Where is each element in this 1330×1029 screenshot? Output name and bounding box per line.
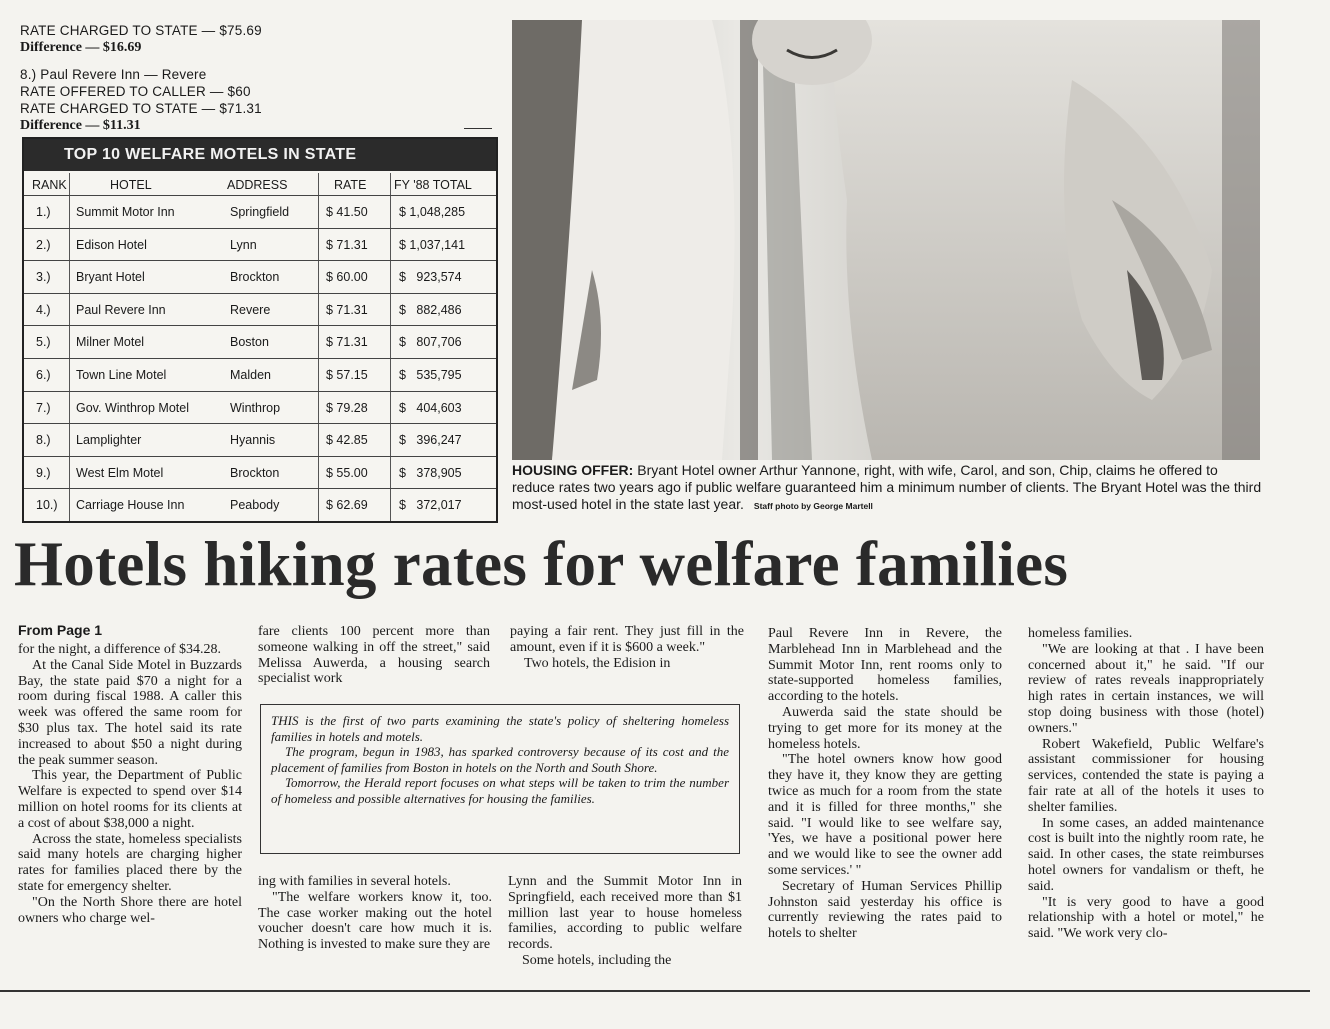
rate-cell: $ 71.31	[326, 302, 368, 317]
total-cell: $ 372,017	[399, 498, 462, 513]
paragraph: paying a fair rent. They just fill in the amount, even if it is $600 a week."	[510, 624, 744, 655]
table-row	[24, 228, 496, 262]
paragraph: ing with families in several hotels.	[258, 874, 451, 889]
article-column-3-bottom	[508, 874, 742, 969]
address-cell: Lynn	[230, 237, 257, 252]
table-row	[24, 423, 496, 457]
paragraph: homeless families.	[1028, 626, 1133, 641]
header-hotel: HOTEL	[110, 178, 152, 192]
editors-note-box	[260, 704, 740, 854]
article-column-3-top	[510, 624, 744, 671]
total-cell: $ 404,603	[399, 400, 462, 415]
table-header-row	[24, 173, 496, 195]
table-row	[24, 358, 496, 392]
total-cell: $ 378,905	[399, 465, 462, 480]
photo-caption	[512, 462, 1262, 515]
total-cell: $ 1,037,141	[399, 237, 466, 252]
hotel-cell: Town Line Motel	[76, 368, 167, 382]
address-cell: Revere	[230, 302, 271, 317]
rate-cell: $ 57.15	[326, 368, 368, 382]
paragraph: "The hotel owners know how good they have it, they know they are getting twice as much for a room from the state and it is filled for three months," she said. "I would like to see welfare say, 'Yes, we have a positional power here and we would like to see the owner add some services.' "	[768, 752, 1002, 878]
rate-cell: $ 62.69	[326, 498, 368, 513]
paragraph: Across the state, homeless specialists said many hotels are charging higher rates for families placed there by the state for emergency shelter.	[18, 831, 242, 894]
rank-cell: 3.)	[36, 270, 51, 285]
paragraph: Paul Revere Inn in Revere, the Marblehead Inn in Marblehead and the Summit Motor Inn, rent rooms only to state-supported homeless families, according to the hotels.	[768, 626, 1002, 705]
table-row	[24, 260, 496, 294]
address-cell: Springfield	[230, 205, 290, 219]
headline: Hotels hiking rates for welfare families	[14, 529, 1069, 599]
address-cell: Hyannis	[230, 433, 276, 448]
paragraph: This year, the Department of Public Welfare is expected to spend over $14 million on hotel rooms for its clients at a cost of about $38,000 a night.	[18, 768, 242, 831]
rank-cell: 6.)	[36, 368, 51, 382]
photo-credit: Staff photo by George Martell	[753, 501, 873, 511]
address-cell: Brockton	[230, 465, 280, 480]
rate-offered-line: RATE OFFERED TO CALLER — $60	[20, 84, 251, 99]
hotel-cell: Milner Motel	[76, 335, 145, 350]
rank-cell: 7.)	[36, 400, 51, 415]
hotel-cell: Lamplighter	[76, 433, 142, 448]
paragraph: "It is very good to have a good relationship with a hotel or motel," he said. "We work very clo-	[1028, 894, 1264, 942]
hotel-line: 8.) Paul Revere Inn — Revere	[20, 67, 207, 82]
table-title: TOP 10 WELFARE MOTELS IN STATE	[24, 139, 496, 171]
rank-cell: 5.)	[36, 335, 51, 350]
rank-cell: 1.)	[36, 205, 51, 219]
news-photo	[512, 20, 1260, 460]
table-row	[24, 488, 496, 522]
editors-note-paragraph: The program, begun in 1983, has sparked controversy because of its cost and the placement of families from Boston in hotels on the North and South Shore.	[271, 744, 729, 775]
caption-text: Bryant Hotel owner Arthur Yannone, right, with wife, Carol, and son, Chip, claims he offered to reduce rates two years ago if public welfare guaranteed him a minimum number of clients. The Bryant Hotel was the third most-used hotel in the state last year.	[512, 462, 1262, 512]
paragraph: Auwerda said the state should be trying to get more for its money at the homeless hotels.	[768, 704, 1002, 752]
editors-note-paragraph: Tomorrow, the Herald report focuses on what steps will be taken to trim the number of homeless and possible alternatives for housing the families.	[271, 775, 729, 806]
total-cell: $ 807,706	[399, 335, 462, 350]
article-column-2-top	[258, 624, 490, 687]
total-cell: $ 535,795	[399, 368, 462, 382]
hotel-cell: Carriage House Inn	[76, 498, 185, 513]
hotel-cell: Paul Revere Inn	[76, 302, 166, 317]
article-column-5	[1028, 626, 1264, 942]
paragraph: "We are looking at that . I have been concerned about it," he said. "If our review of rates reveals inappropriately high rates in certain instances, we will stop doing business with those (hotel) owners."	[1028, 641, 1264, 736]
rate-cell: $ 41.50	[326, 205, 368, 219]
hotel-cell: Summit Motor Inn	[76, 205, 175, 219]
paragraph: fare clients 100 percent more than someone walking in off the street," said Melissa Auwerda, a housing search specialist work	[258, 624, 490, 687]
paragraph: Some hotels, including the	[522, 952, 672, 968]
caption-lead: HOUSING OFFER:	[512, 462, 634, 478]
rate-summary-block	[20, 22, 490, 134]
address-cell: Brockton	[230, 270, 280, 285]
rate-cell: $ 42.85	[326, 433, 368, 448]
article-column-4	[768, 626, 1002, 942]
table-row	[24, 456, 496, 490]
rate-cell: $ 71.31	[326, 237, 368, 252]
paragraph: "On the North Shore there are hotel owners who charge wel-	[18, 894, 242, 926]
total-cell: $ 396,247	[399, 433, 462, 448]
from-page-label: From Page 1	[18, 622, 103, 638]
paragraph: Robert Wakefield, Public Welfare's assistant commissioner for housing services, contended the state is paying a fair rate at all of the hotels it uses to shelter families.	[1028, 736, 1264, 815]
top-welfare-motels-table	[22, 137, 498, 523]
rate-cell: $ 71.31	[326, 335, 368, 350]
table-row	[24, 293, 496, 327]
rate-cell: $ 79.28	[326, 400, 368, 415]
table-row	[24, 325, 496, 359]
paragraph: Two hotels, the Edision in	[524, 655, 671, 671]
table-row	[24, 391, 496, 425]
address-cell: Boston	[230, 335, 269, 350]
rank-cell: 8.)	[36, 433, 51, 448]
rank-cell: 4.)	[36, 302, 51, 317]
paragraph: "The welfare workers know it, too. The case worker making out the hotel voucher doesn't care how much it is. Nothing is invested to make sure they are	[258, 889, 492, 953]
article-column-2-bottom	[258, 874, 492, 953]
rate-charged-line: RATE CHARGED TO STATE — $71.31	[20, 101, 262, 116]
bottom-rule	[0, 990, 1310, 992]
paragraph: Lynn and the Summit Motor Inn in Springfield, each received more than $1 million last year to house homeless families, according to public welfare records.	[508, 874, 742, 953]
address-cell: Malden	[230, 368, 271, 382]
hotel-cell: West Elm Motel	[76, 465, 164, 480]
header-total: FY '88 TOTAL	[394, 178, 472, 192]
header-rate: RATE	[334, 178, 367, 192]
header-rank: RANK	[32, 178, 67, 192]
address-cell: Peabody	[230, 498, 280, 513]
hotel-cell: Gov. Winthrop Motel	[76, 400, 190, 415]
total-cell: $ 882,486	[399, 302, 462, 317]
total-cell: $ 1,048,285	[399, 205, 466, 219]
paragraph: for the night, a difference of $34.28.	[18, 642, 222, 657]
difference-line: Difference — $11.31	[20, 118, 141, 133]
rate-line: RATE CHARGED TO STATE — $75.69	[20, 23, 262, 38]
table-row	[24, 195, 496, 229]
address-cell: Winthrop	[230, 400, 281, 415]
rank-cell: 2.)	[36, 237, 51, 252]
paragraph: At the Canal Side Motel in Buzzards Bay, the state paid $70 a night for a room during fiscal 1988. A caller this week was offered the same room for $30 plus tax. The hotel said its rate increased to about $50 a night during the peak summer season.	[18, 657, 242, 768]
rank-cell: 10.)	[36, 498, 58, 513]
rate-cell: $ 60.00	[326, 270, 368, 285]
editors-note-paragraph: THIS is the first of two parts examining the state's policy of sheltering homeless families in hotels and motels.	[271, 713, 729, 744]
header-address: ADDRESS	[227, 178, 288, 192]
article-column-1	[18, 642, 242, 926]
rate-cell: $ 55.00	[326, 465, 368, 480]
total-cell: $ 923,574	[399, 270, 462, 285]
hotel-cell: Edison Hotel	[76, 237, 147, 252]
hotel-cell: Bryant Hotel	[76, 270, 145, 285]
rank-cell: 9.)	[36, 465, 51, 480]
paragraph: In some cases, an added maintenance cost is built into the nightly room rate, he said. In other cases, the state reimburses hotel owners for vandalism or theft, he said.	[1028, 815, 1264, 894]
photo-illustration	[512, 20, 1260, 460]
paragraph: Secretary of Human Services Phillip Johnston said yesterday his office is currently reviewing the rates paid to hotels to shelter	[768, 878, 1002, 942]
difference-line: Difference — $16.69	[20, 40, 142, 55]
